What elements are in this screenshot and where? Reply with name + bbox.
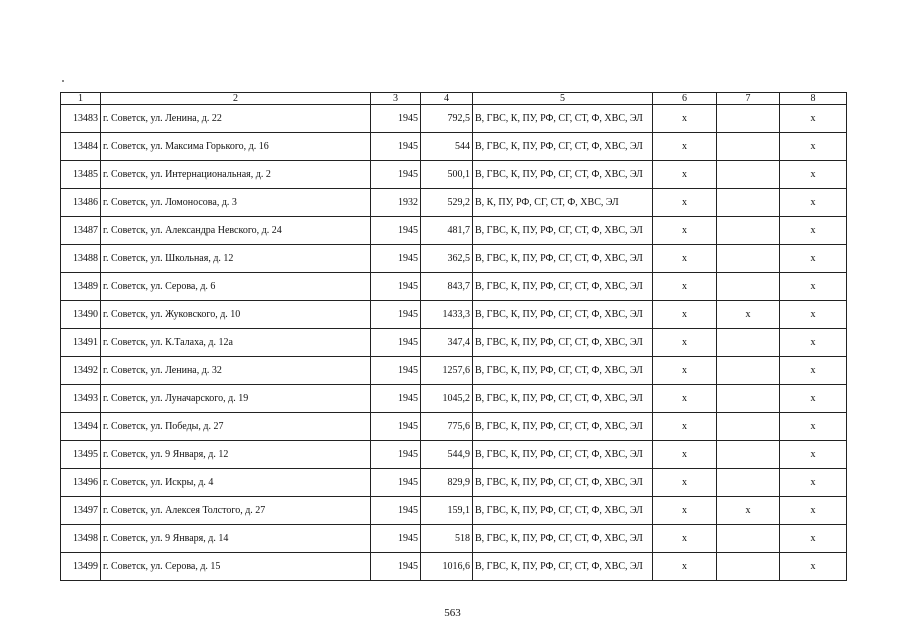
year-built-cell: 1945 xyxy=(371,553,421,581)
utility-systems-cell: В, ГВС, К, ПУ, РФ, СГ, СТ, Ф, ХВС, ЭЛ xyxy=(473,553,653,581)
mark-col-7-cell xyxy=(717,217,780,245)
row-number-cell: 13489 xyxy=(61,273,101,301)
mark-col-6-cell: х xyxy=(653,105,717,133)
area-cell: 1257,6 xyxy=(421,357,473,385)
mark-col-7-cell xyxy=(717,105,780,133)
address-cell: г. Советск, ул. Луначарского, д. 19 xyxy=(101,385,371,413)
address-cell: г. Советск, ул. Искры, д. 4 xyxy=(101,469,371,497)
table-row xyxy=(61,245,847,273)
year-built-cell: 1945 xyxy=(371,469,421,497)
mark-col-7-cell xyxy=(717,469,780,497)
area-cell: 829,9 xyxy=(421,469,473,497)
mark-col-7-cell xyxy=(717,525,780,553)
area-cell: 775,6 xyxy=(421,413,473,441)
table-row xyxy=(61,105,847,133)
mark-col-8-cell: х xyxy=(780,301,847,329)
area-cell: 347,4 xyxy=(421,329,473,357)
mark-col-8-cell: х xyxy=(780,413,847,441)
year-built-cell: 1945 xyxy=(371,105,421,133)
address-cell: г. Советск, ул. Ленина, д. 22 xyxy=(101,105,371,133)
table-row xyxy=(61,441,847,469)
year-built-cell: 1945 xyxy=(371,301,421,329)
mark-col-7-cell xyxy=(717,329,780,357)
area-cell: 1433,3 xyxy=(421,301,473,329)
utility-systems-cell: В, ГВС, К, ПУ, РФ, СГ, СТ, Ф, ХВС, ЭЛ xyxy=(473,469,653,497)
col-header-7: 7 xyxy=(717,93,780,105)
mark-col-7-cell xyxy=(717,133,780,161)
mark-col-7-cell xyxy=(717,273,780,301)
address-cell: г. Советск, ул. К.Талаха, д. 12а xyxy=(101,329,371,357)
header-row xyxy=(61,93,847,105)
scan-artifact xyxy=(62,80,64,82)
year-built-cell: 1945 xyxy=(371,273,421,301)
address-cell: г. Советск, ул. Ломоносова, д. 3 xyxy=(101,189,371,217)
area-cell: 500,1 xyxy=(421,161,473,189)
row-number-cell: 13486 xyxy=(61,189,101,217)
mark-col-8-cell: х xyxy=(780,441,847,469)
col-header-3: 3 xyxy=(371,93,421,105)
utility-systems-cell: В, ГВС, К, ПУ, РФ, СГ, СТ, Ф, ХВС, ЭЛ xyxy=(473,329,653,357)
mark-col-7-cell xyxy=(717,385,780,413)
year-built-cell: 1945 xyxy=(371,413,421,441)
mark-col-7-cell xyxy=(717,553,780,581)
table-row xyxy=(61,413,847,441)
utility-systems-cell: В, ГВС, К, ПУ, РФ, СГ, СТ, Ф, ХВС, ЭЛ xyxy=(473,161,653,189)
year-built-cell: 1945 xyxy=(371,497,421,525)
mark-col-8-cell: х xyxy=(780,105,847,133)
utility-systems-cell: В, ГВС, К, ПУ, РФ, СГ, СТ, Ф, ХВС, ЭЛ xyxy=(473,441,653,469)
area-cell: 481,7 xyxy=(421,217,473,245)
col-header-1: 1 xyxy=(61,93,101,105)
table-row xyxy=(61,273,847,301)
address-cell: г. Советск, ул. Интернациональная, д. 2 xyxy=(101,161,371,189)
row-number-cell: 13493 xyxy=(61,385,101,413)
mark-col-7-cell xyxy=(717,245,780,273)
utility-systems-cell: В, ГВС, К, ПУ, РФ, СГ, СТ, Ф, ХВС, ЭЛ xyxy=(473,525,653,553)
address-cell: г. Советск, ул. Серова, д. 6 xyxy=(101,273,371,301)
row-number-cell: 13484 xyxy=(61,133,101,161)
address-cell: г. Советск, ул. Школьная, д. 12 xyxy=(101,245,371,273)
mark-col-6-cell: х xyxy=(653,245,717,273)
mark-col-8-cell: х xyxy=(780,133,847,161)
utility-systems-cell: В, ГВС, К, ПУ, РФ, СГ, СТ, Ф, ХВС, ЭЛ xyxy=(473,133,653,161)
row-number-cell: 13495 xyxy=(61,441,101,469)
mark-col-7-cell xyxy=(717,441,780,469)
housing-registry-table xyxy=(60,92,847,581)
area-cell: 792,5 xyxy=(421,105,473,133)
mark-col-8-cell: х xyxy=(780,553,847,581)
address-cell: г. Советск, ул. Ленина, д. 32 xyxy=(101,357,371,385)
row-number-cell: 13490 xyxy=(61,301,101,329)
utility-systems-cell: В, ГВС, К, ПУ, РФ, СГ, СТ, Ф, ХВС, ЭЛ xyxy=(473,301,653,329)
area-cell: 159,1 xyxy=(421,497,473,525)
mark-col-6-cell: х xyxy=(653,189,717,217)
address-cell: г. Советск, ул. 9 Января, д. 12 xyxy=(101,441,371,469)
table-row xyxy=(61,189,847,217)
table-row xyxy=(61,301,847,329)
row-number-cell: 13487 xyxy=(61,217,101,245)
table-row xyxy=(61,217,847,245)
mark-col-6-cell: х xyxy=(653,329,717,357)
table-row xyxy=(61,469,847,497)
mark-col-7-cell xyxy=(717,357,780,385)
mark-col-6-cell: х xyxy=(653,273,717,301)
mark-col-8-cell: х xyxy=(780,189,847,217)
year-built-cell: 1945 xyxy=(371,133,421,161)
mark-col-8-cell: х xyxy=(780,245,847,273)
row-number-cell: 13494 xyxy=(61,413,101,441)
table-body xyxy=(61,105,847,581)
utility-systems-cell: В, ГВС, К, ПУ, РФ, СГ, СТ, Ф, ХВС, ЭЛ xyxy=(473,497,653,525)
table-row xyxy=(61,161,847,189)
row-number-cell: 13498 xyxy=(61,525,101,553)
mark-col-8-cell: х xyxy=(780,497,847,525)
col-header-8: 8 xyxy=(780,93,847,105)
table-row xyxy=(61,329,847,357)
table-row xyxy=(61,357,847,385)
area-cell: 843,7 xyxy=(421,273,473,301)
mark-col-7-cell xyxy=(717,189,780,217)
mark-col-7-cell xyxy=(717,161,780,189)
mark-col-7-cell: х xyxy=(717,301,780,329)
year-built-cell: 1945 xyxy=(371,385,421,413)
page-number: 563 xyxy=(444,607,461,619)
address-cell: г. Советск, ул. 9 Января, д. 14 xyxy=(101,525,371,553)
mark-col-6-cell: х xyxy=(653,385,717,413)
utility-systems-cell: В, ГВС, К, ПУ, РФ, СГ, СТ, Ф, ХВС, ЭЛ xyxy=(473,413,653,441)
row-number-cell: 13499 xyxy=(61,553,101,581)
mark-col-6-cell: х xyxy=(653,133,717,161)
utility-systems-cell: В, ГВС, К, ПУ, РФ, СГ, СТ, Ф, ХВС, ЭЛ xyxy=(473,105,653,133)
utility-systems-cell: В, ГВС, К, ПУ, РФ, СГ, СТ, Ф, ХВС, ЭЛ xyxy=(473,385,653,413)
col-header-4: 4 xyxy=(421,93,473,105)
year-built-cell: 1945 xyxy=(371,245,421,273)
row-number-cell: 13496 xyxy=(61,469,101,497)
mark-col-8-cell: х xyxy=(780,385,847,413)
mark-col-6-cell: х xyxy=(653,553,717,581)
mark-col-7-cell xyxy=(717,413,780,441)
mark-col-6-cell: х xyxy=(653,217,717,245)
mark-col-6-cell: х xyxy=(653,161,717,189)
mark-col-6-cell: х xyxy=(653,441,717,469)
row-number-cell: 13483 xyxy=(61,105,101,133)
year-built-cell: 1932 xyxy=(371,189,421,217)
row-number-cell: 13488 xyxy=(61,245,101,273)
mark-col-6-cell: х xyxy=(653,357,717,385)
address-cell: г. Советск, ул. Жуковского, д. 10 xyxy=(101,301,371,329)
table-row xyxy=(61,385,847,413)
utility-systems-cell: В, ГВС, К, ПУ, РФ, СГ, СТ, Ф, ХВС, ЭЛ xyxy=(473,217,653,245)
address-cell: г. Советск, ул. Максима Горького, д. 16 xyxy=(101,133,371,161)
col-header-5: 5 xyxy=(473,93,653,105)
address-cell: г. Советск, ул. Александра Невского, д. 24 xyxy=(101,217,371,245)
area-cell: 529,2 xyxy=(421,189,473,217)
year-built-cell: 1945 xyxy=(371,357,421,385)
year-built-cell: 1945 xyxy=(371,525,421,553)
row-number-cell: 13485 xyxy=(61,161,101,189)
table-row xyxy=(61,497,847,525)
mark-col-6-cell: х xyxy=(653,469,717,497)
utility-systems-cell: В, ГВС, К, ПУ, РФ, СГ, СТ, Ф, ХВС, ЭЛ xyxy=(473,273,653,301)
address-cell: г. Советск, ул. Алексея Толстого, д. 27 xyxy=(101,497,371,525)
table-row xyxy=(61,553,847,581)
mark-col-8-cell: х xyxy=(780,469,847,497)
row-number-cell: 13491 xyxy=(61,329,101,357)
mark-col-7-cell: х xyxy=(717,497,780,525)
address-cell: г. Советск, ул. Победы, д. 27 xyxy=(101,413,371,441)
mark-col-6-cell: х xyxy=(653,497,717,525)
address-cell: г. Советск, ул. Серова, д. 15 xyxy=(101,553,371,581)
area-cell: 1016,6 xyxy=(421,553,473,581)
mark-col-6-cell: х xyxy=(653,413,717,441)
year-built-cell: 1945 xyxy=(371,329,421,357)
area-cell: 544,9 xyxy=(421,441,473,469)
mark-col-8-cell: х xyxy=(780,525,847,553)
mark-col-6-cell: х xyxy=(653,525,717,553)
mark-col-8-cell: х xyxy=(780,329,847,357)
utility-systems-cell: В, ГВС, К, ПУ, РФ, СГ, СТ, Ф, ХВС, ЭЛ xyxy=(473,245,653,273)
area-cell: 362,5 xyxy=(421,245,473,273)
utility-systems-cell: В, ГВС, К, ПУ, РФ, СГ, СТ, Ф, ХВС, ЭЛ xyxy=(473,357,653,385)
year-built-cell: 1945 xyxy=(371,217,421,245)
mark-col-8-cell: х xyxy=(780,273,847,301)
year-built-cell: 1945 xyxy=(371,161,421,189)
mark-col-8-cell: х xyxy=(780,161,847,189)
year-built-cell: 1945 xyxy=(371,441,421,469)
row-number-cell: 13497 xyxy=(61,497,101,525)
area-cell: 518 xyxy=(421,525,473,553)
area-cell: 1045,2 xyxy=(421,385,473,413)
area-cell: 544 xyxy=(421,133,473,161)
utility-systems-cell: В, К, ПУ, РФ, СГ, СТ, Ф, ХВС, ЭЛ xyxy=(473,189,653,217)
mark-col-8-cell: х xyxy=(780,357,847,385)
table-row xyxy=(61,133,847,161)
mark-col-6-cell: х xyxy=(653,301,717,329)
col-header-2: 2 xyxy=(101,93,371,105)
row-number-cell: 13492 xyxy=(61,357,101,385)
col-header-6: 6 xyxy=(653,93,717,105)
table-row xyxy=(61,525,847,553)
mark-col-8-cell: х xyxy=(780,217,847,245)
